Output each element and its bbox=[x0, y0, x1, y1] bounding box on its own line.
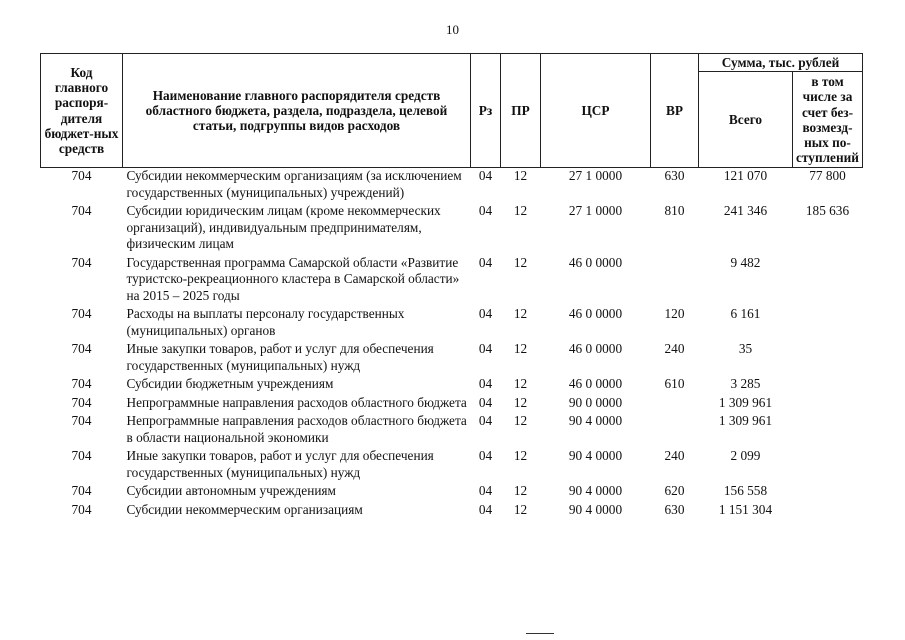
cell-csr: 90 4 0000 bbox=[568, 413, 623, 429]
header-pr: ПР bbox=[501, 54, 541, 168]
cell-incl bbox=[793, 448, 863, 483]
cell-rz: 04 bbox=[478, 306, 493, 322]
cell-vr: 810 bbox=[664, 203, 685, 219]
cell-name: Субсидии юридическим лицам (кроме некоммерческих организаций), индивидуальным предпринимателям, физическим лицам bbox=[126, 203, 441, 252]
cell-total: 9 482 bbox=[730, 254, 761, 270]
cell-csr: 46 0 0000 bbox=[568, 376, 623, 392]
header-rz: Рз bbox=[471, 54, 501, 168]
cell-pr: 12 bbox=[513, 254, 528, 270]
header-total: Всего bbox=[699, 72, 793, 168]
cell-code: 704 bbox=[71, 306, 92, 322]
cell-csr: 90 4 0000 bbox=[568, 501, 623, 517]
cell-total: 1 151 304 bbox=[718, 501, 773, 517]
cell-pr: 12 bbox=[513, 501, 528, 517]
cell-name: Субсидии некоммерческим организациям bbox=[126, 501, 363, 517]
cell-incl bbox=[793, 395, 863, 414]
cell-name: Иные закупки товаров, работ и услуг для обеспечения государственных (муниципальных) нужд bbox=[126, 341, 434, 373]
cell-vr bbox=[651, 395, 699, 414]
cell-vr: 630 bbox=[664, 501, 685, 517]
cell-incl bbox=[793, 502, 863, 521]
cell-rz: 04 bbox=[478, 203, 493, 219]
table-row bbox=[41, 413, 863, 448]
cell-total: 1 309 961 bbox=[718, 394, 773, 410]
cell-incl bbox=[793, 483, 863, 502]
cell-code: 704 bbox=[71, 341, 92, 357]
cell-incl bbox=[793, 341, 863, 376]
cell-name: Непрограммные направления расходов областного бюджета в области национальной экономики bbox=[126, 413, 467, 445]
cell-name: Субсидии некоммерческим организациям (за исключением государственных (муниципальных) учреждений) bbox=[126, 168, 462, 200]
cell-name: Иные закупки товаров, работ и услуг для обеспечения государственных (муниципальных) нужд bbox=[126, 448, 434, 480]
cell-total: 121 070 bbox=[723, 168, 768, 184]
table-row bbox=[41, 255, 863, 307]
cell-rz: 04 bbox=[478, 394, 493, 410]
cell-pr: 12 bbox=[513, 394, 528, 410]
table-row bbox=[41, 203, 863, 255]
cell-code: 704 bbox=[71, 483, 92, 499]
cell-vr bbox=[651, 255, 699, 307]
cell-csr: 46 0 0000 bbox=[568, 341, 623, 357]
header-code: Код главного распоря-дителя бюджет-ных средств bbox=[41, 54, 123, 168]
cell-incl: 185 636 bbox=[805, 203, 850, 219]
cell-name: Субсидии автономным учреждениям bbox=[126, 483, 336, 499]
cell-total: 156 558 bbox=[723, 483, 768, 499]
cell-csr: 46 0 0000 bbox=[568, 306, 623, 322]
cell-code: 704 bbox=[71, 203, 92, 219]
cell-name: Расходы на выплаты персоналу государственных (муниципальных) органов bbox=[126, 306, 405, 338]
cell-code: 704 bbox=[71, 254, 92, 270]
table-header bbox=[41, 54, 863, 168]
table-row bbox=[41, 502, 863, 521]
cell-pr: 12 bbox=[513, 341, 528, 357]
cell-total: 3 285 bbox=[730, 376, 761, 392]
cell-csr: 90 4 0000 bbox=[568, 448, 623, 464]
budget-table bbox=[40, 53, 863, 520]
header-incl: в том числе за счет без-возмезд-ных по-ступлений bbox=[793, 72, 863, 168]
cell-csr: 27 1 0000 bbox=[568, 203, 623, 219]
cell-pr: 12 bbox=[513, 448, 528, 464]
cell-rz: 04 bbox=[478, 341, 493, 357]
cell-rz: 04 bbox=[478, 168, 493, 184]
cell-pr: 12 bbox=[513, 306, 528, 322]
cell-pr: 12 bbox=[513, 203, 528, 219]
table-row bbox=[41, 448, 863, 483]
cell-code: 704 bbox=[71, 376, 92, 392]
cell-total: 2 099 bbox=[730, 448, 761, 464]
cell-rz: 04 bbox=[478, 448, 493, 464]
cell-name: Непрограммные направления расходов областного бюджета bbox=[126, 394, 467, 410]
cell-name: Субсидии бюджетным учреждениям bbox=[126, 376, 334, 392]
table-row bbox=[41, 483, 863, 502]
cell-pr: 12 bbox=[513, 376, 528, 392]
table-row bbox=[41, 168, 863, 204]
cell-vr: 620 bbox=[664, 483, 685, 499]
cell-total: 6 161 bbox=[730, 306, 761, 322]
header-vr: ВР bbox=[651, 54, 699, 168]
cell-incl bbox=[793, 413, 863, 448]
cell-total: 35 bbox=[738, 341, 753, 357]
cell-name: Государственная программа Самарской области «Развитие туристско-рекреационного кластера в Самарской области» на 2015 – 2025 годы bbox=[126, 254, 460, 303]
cell-pr: 12 bbox=[513, 413, 528, 429]
cell-csr: 27 1 0000 bbox=[568, 168, 623, 184]
cell-rz: 04 bbox=[478, 376, 493, 392]
cell-rz: 04 bbox=[478, 483, 493, 499]
cell-vr: 240 bbox=[664, 341, 685, 357]
cell-vr: 630 bbox=[664, 168, 685, 184]
cell-incl bbox=[793, 306, 863, 341]
cell-csr: 46 0 0000 bbox=[568, 254, 623, 270]
cell-incl bbox=[793, 255, 863, 307]
table-row bbox=[41, 306, 863, 341]
cell-code: 704 bbox=[71, 394, 92, 410]
cell-code: 704 bbox=[71, 501, 92, 517]
cell-csr: 90 0 0000 bbox=[568, 394, 623, 410]
table-row bbox=[41, 376, 863, 395]
header-name: Наименование главного распорядителя средств областного бюджета, раздела, подраздела, целевой статьи, подгруппы видов расходов bbox=[123, 54, 471, 168]
cell-total: 241 346 bbox=[723, 203, 768, 219]
cell-pr: 12 bbox=[513, 168, 528, 184]
cell-vr: 240 bbox=[664, 448, 685, 464]
table-body bbox=[41, 168, 863, 521]
cell-rz: 04 bbox=[478, 501, 493, 517]
cell-vr bbox=[651, 413, 699, 448]
cell-code: 704 bbox=[71, 413, 92, 429]
page-number: 10 bbox=[446, 22, 459, 37]
table-row bbox=[41, 395, 863, 414]
cell-rz: 04 bbox=[478, 413, 493, 429]
cell-code: 704 bbox=[71, 448, 92, 464]
cell-pr: 12 bbox=[513, 483, 528, 499]
cell-vr: 610 bbox=[664, 376, 685, 392]
header-csr: ЦСР bbox=[541, 54, 651, 168]
cell-incl bbox=[793, 376, 863, 395]
header-sum: Сумма, тыс. рублей bbox=[699, 54, 863, 72]
table-row bbox=[41, 341, 863, 376]
cell-rz: 04 bbox=[478, 254, 493, 270]
footer-mark bbox=[526, 633, 554, 637]
cell-total: 1 309 961 bbox=[718, 413, 773, 429]
cell-vr: 120 bbox=[664, 306, 685, 322]
cell-code: 704 bbox=[71, 168, 92, 184]
cell-incl: 77 800 bbox=[809, 168, 846, 184]
cell-csr: 90 4 0000 bbox=[568, 483, 623, 499]
